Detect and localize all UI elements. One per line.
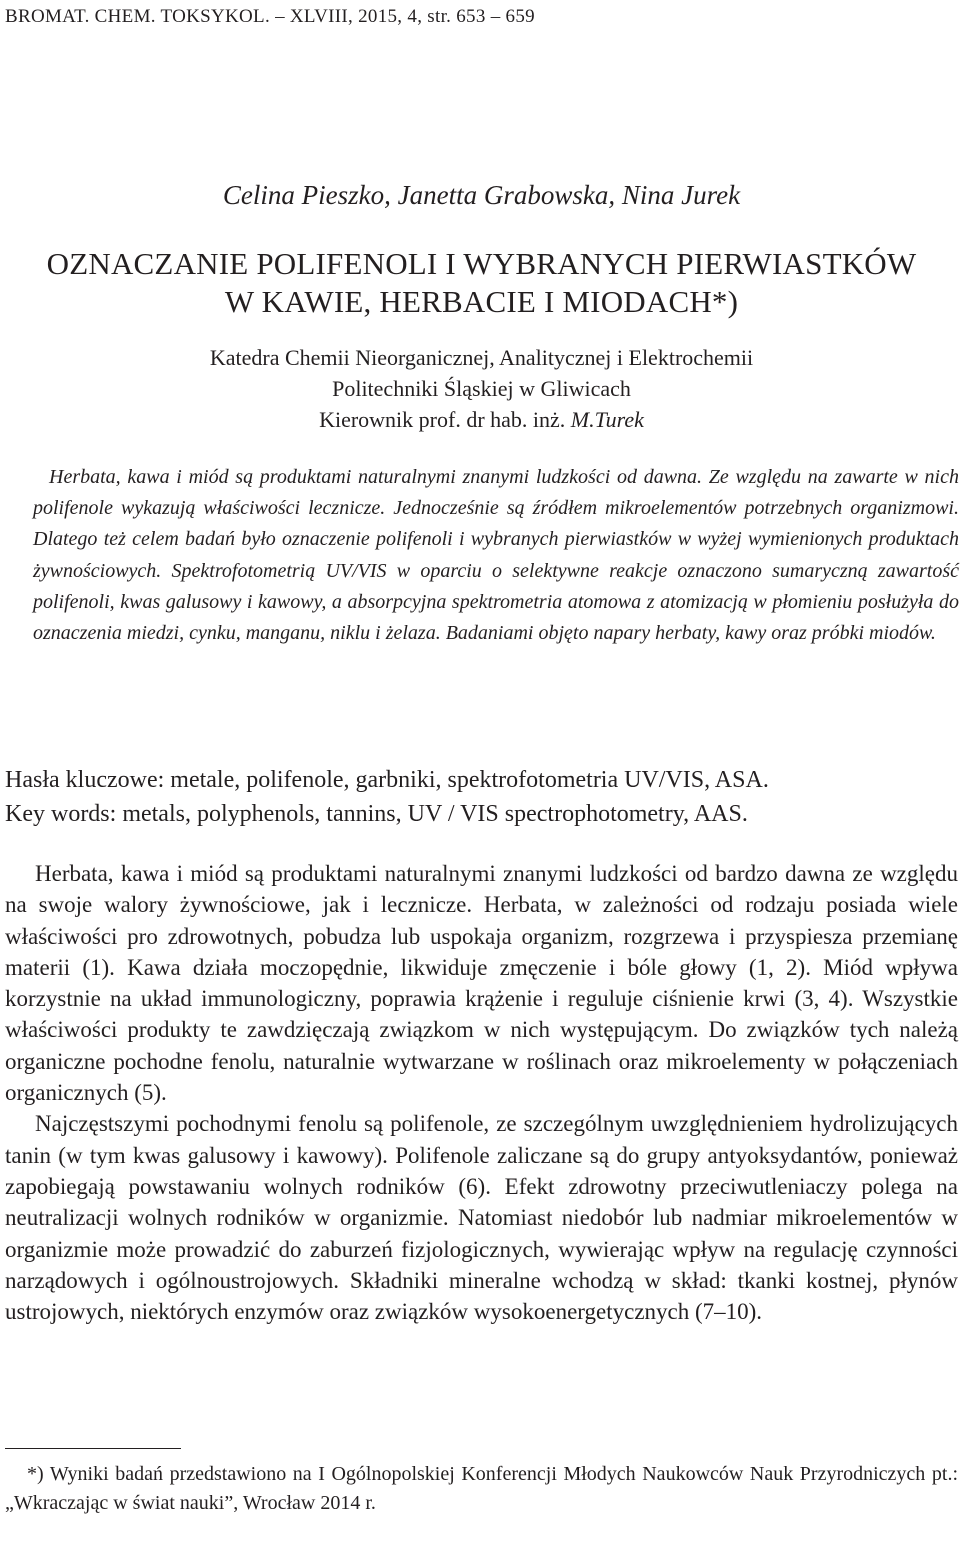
affiliation bbox=[5, 342, 958, 435]
keywords-block bbox=[5, 763, 958, 831]
footnote: *) Wyniki badań przedstawiono na I Ogólnopolskiej Konferencji Młodych Naukowców Nauk Przyrodniczych pt.: „Wkraczając w świat nauki”, Wrocław 2014 r. bbox=[5, 1463, 958, 1514]
article-title-line-1: OZNACZANIE POLIFENOLI I WYBRANYCH PIERWIASTKÓW bbox=[46, 246, 917, 281]
article-title-line-2: W KAWIE, HERBACIE I MIODACH*) bbox=[224, 284, 739, 319]
department-head-prefix: Kierownik prof. dr hab. inż. bbox=[319, 407, 571, 432]
body-paragraph-2: Najczęstszymi pochodnymi fenolu są polifenole, ze szczególnym uwzględnieniem hydrolizujących tanin (w tym kwas galusowy i kawowy). Polifenole zaliczane są do grupy antyoksydantów, ponieważ zapobiegają powstawaniu wolnych rodników (6). Efekt zdrowotny przeciwutleniaczy polega na neutralizacji wolnych rodników w organizmie. Natomiast niedobór lub nadmiar mikroelementów w organizmie może prowadzić do zaburzeń fizjologicznych, wywierając wpływ na regulację czynności narządowych i ogólnoustrojowych. Składniki mineralne wchodzą w skład: tkanki kostnej, płynów ustrojowych, niektórych enzymów oraz związków wysokoenergetycznych (7–10). bbox=[5, 1111, 958, 1325]
body-paragraph-1: Herbata, kawa i miód są produktami naturalnymi znanymi ludzkości od bardzo dawna ze względu na swoje walory żywnościowe, jak i lecznicze. Herbata, w zależności od rodzaju posiada wiele właściwości pro zdrowotnych, pobudza lub uspokaja organizm, rozgrzewa i przyspiesza przemianę materii (1). Kawa działa moczopędnie, likwiduje zmęczenie i bóle głowy (1, 2). Miód wpływa korzystnie na układ immunologiczny, poprawia krążenie i reguluje ciśnienie krwi (3, 4). Wszystkie właściwości produkty te zawdzięczają związkom w nich występującym. Do związków tych należą organiczne pochodne fenolu, naturalnie wytwarzane w roślinach oraz mikroelementy w połączeniach organicznych (5). bbox=[5, 861, 958, 1106]
affiliation-line-2: Politechniki Śląskiej w Gliwicach bbox=[332, 376, 631, 401]
affiliation-line-1: Katedra Chemii Nieorganicznej, Analitycznej i Elektrochemii bbox=[209, 345, 754, 370]
abstract: Herbata, kawa i miód są produktami naturalnymi znanymi ludzkości od dawna. Ze względu na zawarte w nich polifenole wykazują właściwości lecznicze. Jednocześnie są źródłem mikroelementów potrzebnych organizmowi. Dlatego też celem badań było oznaczenie polifenoli i wybranych pierwiastków w wyżej wymienionych produktach żywnościowych. Spektrofotometrią UV/VIS w oparciu o selektywne reakcje oznaczono sumaryczną zawartość polifenoli, kwas galusowy i kawowy, a absorpcyjna spektrometria atomowa z atomizacją w płomieniu posłużyła do oznaczenia miedzi, cynku, manganu, niklu i żelaza. Badaniami objęto napary herbaty, kawy oraz próbki miodów. bbox=[33, 466, 959, 645]
body-text bbox=[5, 858, 958, 1327]
keywords-english: Key words: metals, polyphenols, tannins, UV / VIS spectrophotometry, AAS. bbox=[5, 801, 748, 827]
running-head: BROMAT. CHEM. TOKSYKOL. – XLVIII, 2015, 4, str. 653 – 659 bbox=[5, 6, 535, 27]
department-head-name: M.Turek bbox=[570, 407, 644, 432]
author-list: Celina Pieszko, Janetta Grabowska, Nina Jurek bbox=[222, 180, 741, 210]
keywords-polish: Hasła kluczowe: metale, polifenole, garbniki, spektrofotometria UV/VIS, ASA. bbox=[5, 767, 769, 793]
department-head bbox=[5, 404, 958, 435]
article-title bbox=[5, 245, 958, 321]
footnote-separator bbox=[5, 1448, 181, 1449]
